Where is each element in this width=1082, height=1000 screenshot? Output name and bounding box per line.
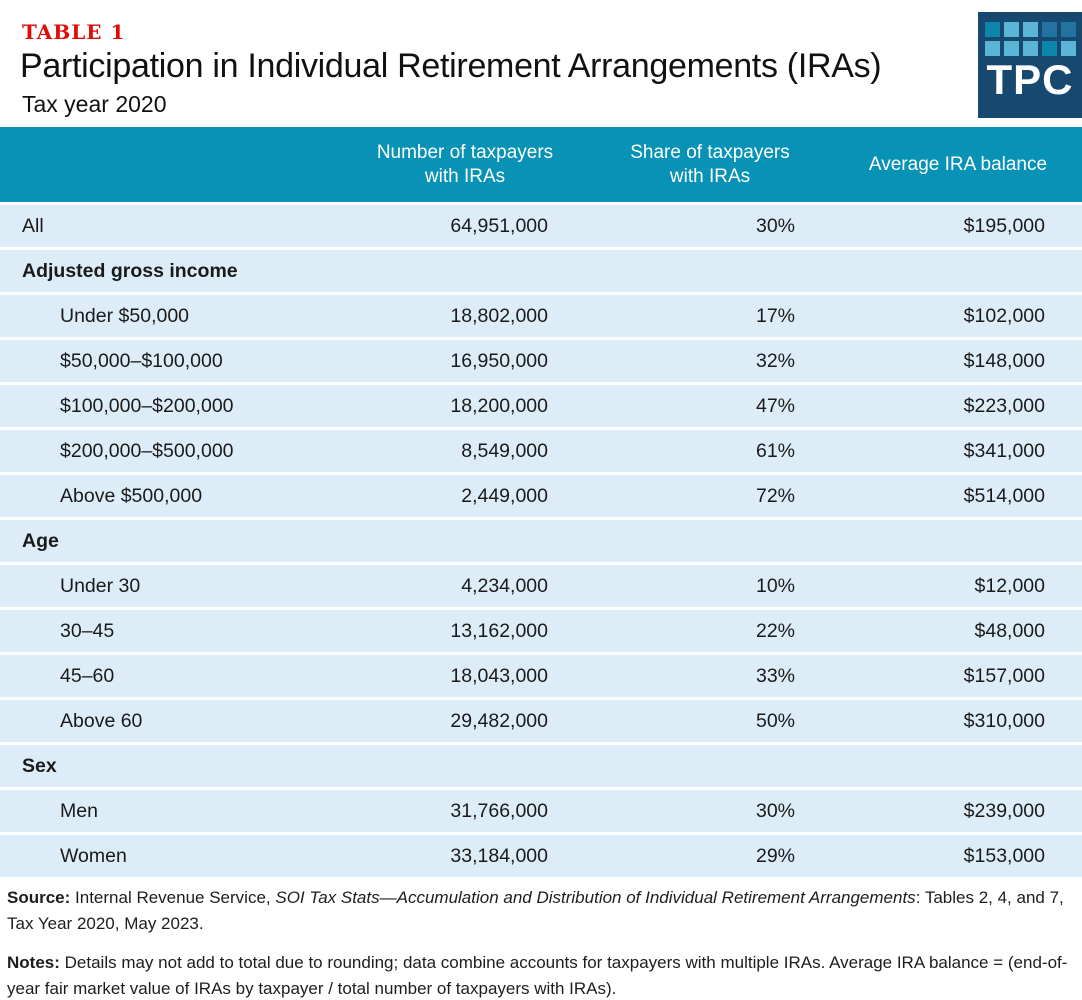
logo-square-icon — [985, 22, 1000, 37]
column-header-line: Number of taxpayers — [376, 141, 554, 163]
table-row — [0, 385, 1082, 427]
page-title: Participation in Individual Retirement Arrangements (IRAs) — [20, 47, 882, 85]
column-header-line: Average IRA balance — [868, 153, 1048, 175]
table-row — [0, 250, 1082, 292]
column-header-share-of-taxpayers — [600, 141, 820, 189]
cell-number-of-taxpayers: 2,449,000 — [461, 484, 548, 507]
cell-number-of-taxpayers: 64,951,000 — [450, 214, 548, 237]
column-header-line: Share of taxpayers — [630, 141, 790, 163]
cell-number-of-taxpayers: 13,162,000 — [450, 619, 548, 642]
notes-note — [7, 950, 1070, 1000]
logo-square-icon — [1004, 41, 1019, 56]
ira-participation-table — [0, 127, 1082, 877]
table-row — [0, 655, 1082, 697]
table-number-label: TABLE 1 — [22, 20, 126, 44]
table-header-row — [0, 127, 1082, 202]
cell-share-of-taxpayers: 47% — [755, 394, 795, 417]
cell-share-of-taxpayers: 10% — [755, 574, 795, 597]
logo-square-icon — [1061, 41, 1076, 56]
table-row — [0, 835, 1082, 877]
table-row — [0, 700, 1082, 742]
cell-number-of-taxpayers: 29,482,000 — [450, 709, 548, 732]
notes-text: Details may not add to total due to rounding; data combine accounts for taxpayers with multiple IRAs. Average IRA balance = (end-of-year fair market value of IRAs by taxpayer / total number of taxpayers with IRAs). — [7, 953, 1068, 998]
row-label: $100,000–$200,000 — [60, 394, 234, 417]
row-label: All — [22, 214, 44, 237]
cell-number-of-taxpayers: 18,043,000 — [450, 664, 548, 687]
logo-square-icon — [1061, 22, 1076, 37]
logo-square-icon — [1004, 22, 1019, 37]
cell-number-of-taxpayers: 8,549,000 — [461, 439, 548, 462]
row-label: 30–45 — [60, 619, 115, 642]
row-label: 45–60 — [60, 664, 115, 687]
column-header-number-of-taxpayers — [330, 141, 600, 189]
column-header-average-ira-balance — [820, 153, 1082, 177]
page-subtitle: Tax year 2020 — [22, 91, 167, 117]
source-label: Source: — [7, 888, 71, 907]
table-row — [0, 790, 1082, 832]
cell-share-of-taxpayers: 29% — [755, 844, 795, 867]
row-label: Age — [22, 529, 59, 552]
cell-number-of-taxpayers: 18,802,000 — [450, 304, 548, 327]
logo-square-icon — [1042, 22, 1057, 37]
table-row — [0, 745, 1082, 787]
logo-square-icon — [1023, 22, 1038, 37]
cell-average-ira-balance: $310,000 — [963, 709, 1045, 732]
cell-number-of-taxpayers: 16,950,000 — [450, 349, 548, 372]
table-row — [0, 565, 1082, 607]
cell-share-of-taxpayers: 33% — [755, 664, 795, 687]
source-note — [7, 885, 1070, 937]
table-body — [0, 205, 1082, 877]
table-row — [0, 205, 1082, 247]
row-label: Under 30 — [60, 574, 141, 597]
cell-average-ira-balance: $195,000 — [963, 214, 1045, 237]
row-label: Men — [60, 799, 98, 822]
column-header-line: with IRAs — [669, 165, 751, 187]
table-row — [0, 520, 1082, 562]
logo-square-icon — [1042, 41, 1057, 56]
cell-share-of-taxpayers: 72% — [755, 484, 795, 507]
cell-average-ira-balance: $48,000 — [974, 619, 1045, 642]
footer — [0, 885, 1082, 1000]
cell-share-of-taxpayers: 61% — [755, 439, 795, 462]
logo-square-icon — [1023, 41, 1038, 56]
tpc-logo — [978, 12, 1082, 118]
cell-share-of-taxpayers: 30% — [755, 799, 795, 822]
cell-share-of-taxpayers: 32% — [755, 349, 795, 372]
cell-average-ira-balance: $12,000 — [974, 574, 1045, 597]
cell-number-of-taxpayers: 33,184,000 — [450, 844, 548, 867]
cell-average-ira-balance: $514,000 — [963, 484, 1045, 507]
row-label: Sex — [22, 754, 57, 777]
cell-share-of-taxpayers: 30% — [755, 214, 795, 237]
cell-share-of-taxpayers: 50% — [755, 709, 795, 732]
column-header-line: with IRAs — [424, 165, 506, 187]
cell-average-ira-balance: $102,000 — [963, 304, 1045, 327]
cell-average-ira-balance: $148,000 — [963, 349, 1045, 372]
row-label: $50,000–$100,000 — [60, 349, 223, 372]
cell-number-of-taxpayers: 4,234,000 — [461, 574, 548, 597]
table-row — [0, 430, 1082, 472]
tpc-logo-squares-icon — [985, 22, 1076, 56]
row-label: $200,000–$500,000 — [60, 439, 234, 462]
logo-square-icon — [985, 41, 1000, 56]
cell-average-ira-balance: $223,000 — [963, 394, 1045, 417]
table-row — [0, 295, 1082, 337]
cell-share-of-taxpayers: 22% — [755, 619, 795, 642]
notes-label: Notes: — [7, 953, 60, 972]
source-text-tail: : Tables 2, 4, and 7, Tax Year 2020, May 2023. — [7, 888, 1064, 933]
cell-average-ira-balance: $341,000 — [963, 439, 1045, 462]
table-row — [0, 475, 1082, 517]
table-row — [0, 340, 1082, 382]
row-label: Above $500,000 — [60, 484, 203, 507]
row-label: Under $50,000 — [60, 304, 190, 327]
cell-share-of-taxpayers: 17% — [755, 304, 795, 327]
source-text: Internal Revenue Service, — [70, 888, 276, 907]
row-label: Women — [60, 844, 127, 867]
table-row — [0, 610, 1082, 652]
row-label: Above 60 — [60, 709, 143, 732]
cell-average-ira-balance: $153,000 — [963, 844, 1045, 867]
tpc-logo-text: TPC — [986, 56, 1074, 103]
cell-number-of-taxpayers: 18,200,000 — [450, 394, 548, 417]
cell-average-ira-balance: $239,000 — [963, 799, 1045, 822]
cell-average-ira-balance: $157,000 — [963, 664, 1045, 687]
row-label: Adjusted gross income — [22, 259, 238, 282]
masthead — [0, 0, 1082, 127]
cell-number-of-taxpayers: 31,766,000 — [450, 799, 548, 822]
source-publication-title: SOI Tax Stats—Accumulation and Distribution of Individual Retirement Arrangements — [275, 888, 916, 907]
